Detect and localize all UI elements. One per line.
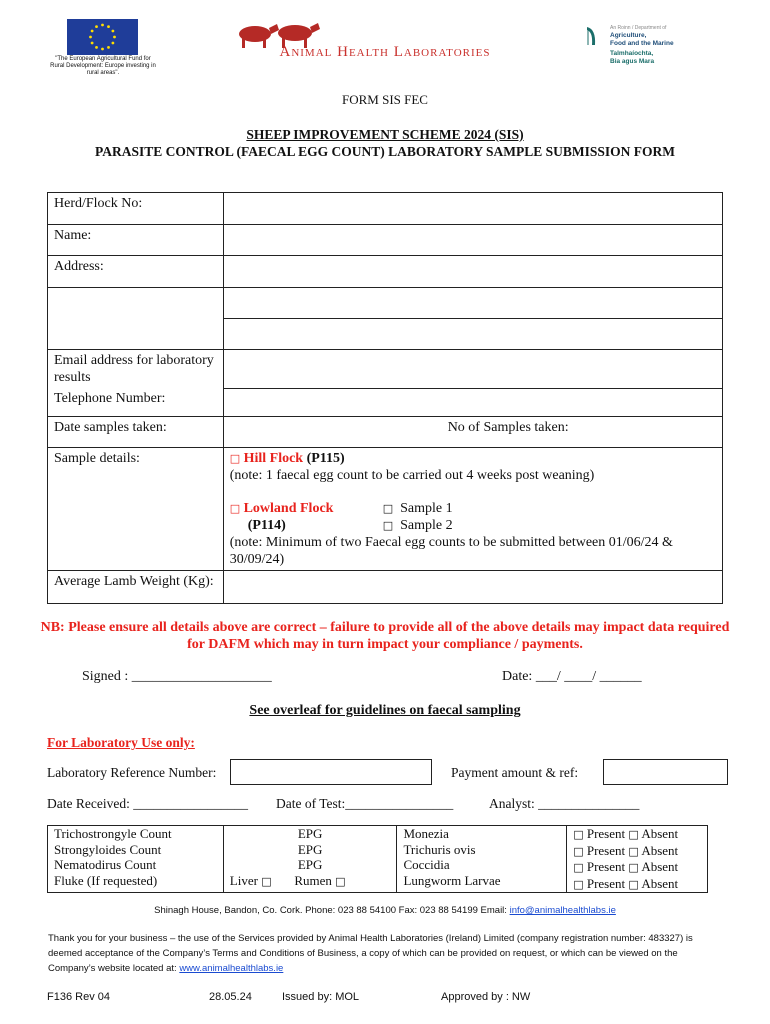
liver-label: Liver: [229, 872, 258, 888]
address-field-2[interactable]: [223, 288, 722, 319]
lab-results-table: [47, 825, 708, 893]
organism-item: Monezia: [403, 826, 449, 841]
present-checkbox-icon[interactable]: □: [573, 877, 584, 891]
sample2-label: Sample 2: [400, 517, 453, 533]
address-field-3[interactable]: [223, 319, 722, 350]
analyst-line[interactable]: Analyst: _______________: [489, 796, 640, 811]
herd-field[interactable]: [223, 193, 722, 225]
unit-item: EPG: [297, 841, 323, 857]
hill-checkbox-icon[interactable]: □: [229, 451, 241, 465]
presence-row[interactable]: [573, 876, 701, 893]
footer-address-text: Shinagh House, Bandon, Co. Cork. Phone: 023 88 54100 Fax: 023 88 54199 Email:: [154, 905, 510, 916]
unit-item: EPG: [297, 857, 323, 872]
dafm-line-2: Food and the Marine: [610, 40, 674, 47]
test-item: Nematodirus Count: [54, 857, 157, 872]
rumen-checkbox-icon[interactable]: □: [335, 874, 346, 888]
liver-checkbox-icon[interactable]: □: [261, 874, 272, 888]
lab-ref-label: Laboratory Reference Number:: [47, 765, 217, 780]
dafm-logo-text: An Roinn / Department of Agriculture, Food and the Marine Talmhaíochta, Bia agus Mara: [610, 24, 710, 66]
organisms-cell: [397, 826, 567, 893]
units-cell: [223, 826, 397, 893]
telephone-label: Telephone Number:: [48, 388, 224, 416]
date-test-line[interactable]: Date of Test:________________: [276, 796, 454, 811]
date-received-line[interactable]: Date Received: _________________: [47, 796, 248, 811]
eu-flag-logo: [67, 19, 138, 55]
tests-cell: [48, 826, 224, 893]
present-label: Present: [586, 826, 626, 841]
footer-website-link[interactable]: www.animalhealthlabs.ie: [179, 963, 284, 974]
lab-use-heading: For Laboratory Use only:: [47, 735, 195, 750]
form-code: FORM SIS FEC: [342, 92, 428, 107]
form-title: PARASITE CONTROL (FAECAL EGG COUNT) LABORATORY SAMPLE SUBMISSION FORM: [94, 144, 676, 159]
absent-checkbox-icon[interactable]: □: [628, 861, 639, 874]
sample-details-label: Sample details:: [48, 447, 224, 570]
sample2-checkbox-icon[interactable]: □: [382, 518, 394, 532]
footer-terms-text: Thank you for your business – the use of the Services provided by Animal Health Laboratories (Ireland) Limited (company registration number: 483327) is deemed acceptance of the Company’s Terms and Conditions of Business, a copy of which can be provided on request, or which can be viewed on the Company’s website located at:: [48, 933, 693, 974]
hill-flock-option[interactable]: [230, 450, 716, 467]
presence-row[interactable]: [573, 843, 701, 860]
footer-address: [0, 905, 770, 916]
submission-table: [47, 192, 723, 604]
nb-warning: NB: Please ensure all details above are correct – failure to provide all of the above details may impact data required for DAFM which may in turn impact your compliance / payments.: [40, 620, 730, 652]
test-item: Fluke (If requested): [54, 872, 158, 888]
unit-item: EPG: [297, 826, 323, 841]
presence-cell: [567, 826, 708, 893]
name-label: Name:: [48, 225, 224, 256]
scheme-title: SHEEP IMPROVEMENT SCHEME 2024 (SIS): [246, 127, 524, 142]
lowland-flock-name: Lowland Flock: [243, 500, 334, 516]
email-label: Email address for laboratory results: [48, 350, 224, 389]
approved-by: Approved by : NW: [441, 991, 531, 1003]
dafm-line-3: Talmhaíochta,: [610, 50, 654, 57]
sample1-checkbox-icon[interactable]: □: [382, 501, 394, 515]
absent-checkbox-icon[interactable]: □: [628, 877, 639, 891]
address-label: Address:: [48, 256, 224, 288]
no-samples-label: No of Samples taken:: [223, 416, 722, 447]
organism-item: Trichuris ovis: [403, 841, 476, 857]
sample1-label: Sample 1: [400, 500, 453, 516]
present-checkbox-icon[interactable]: □: [573, 844, 584, 858]
absent-checkbox-icon[interactable]: □: [628, 828, 639, 841]
present-label: Present: [586, 859, 626, 874]
date-taken-label: Date samples taken:: [48, 416, 224, 447]
telephone-field[interactable]: [223, 388, 722, 416]
issued-by: Issued by: MOL: [282, 991, 360, 1003]
sample-details-cell: [223, 447, 722, 570]
absent-label: Absent: [641, 859, 679, 874]
form-date: 28.05.24: [209, 991, 252, 1003]
lab-ref-field[interactable]: [230, 759, 432, 785]
payment-label: Payment amount & ref:: [451, 765, 579, 780]
name-field[interactable]: [223, 225, 722, 256]
hill-flock-code: (P115): [306, 450, 345, 466]
lab-name: Animal Health Laboratories: [279, 44, 491, 60]
lamb-weight-label: Average Lamb Weight (Kg):: [48, 570, 224, 603]
harp-icon: [585, 26, 597, 46]
overleaf-note: See overleaf for guidelines on faecal sampling: [249, 703, 521, 718]
footer-email-link[interactable]: info@animalhealthlabs.ie: [509, 905, 616, 916]
hill-flock-name: Hill Flock: [243, 450, 304, 466]
payment-field[interactable]: [603, 759, 728, 785]
eu-caption: "The European Agricultural Fund for Rural Development: Europe investing in rural areas".: [50, 56, 156, 76]
footer-terms: [48, 931, 720, 976]
organism-item: Lungworm Larvae: [403, 872, 501, 888]
test-item: Trichostrongyle Count: [54, 826, 172, 841]
address-field-1[interactable]: [223, 256, 722, 288]
test-item: Strongyloides Count: [54, 841, 162, 857]
dafm-line-1: Agriculture,: [610, 32, 647, 39]
presence-row[interactable]: [573, 826, 701, 843]
signed-line[interactable]: Signed : ____________________: [82, 669, 272, 684]
present-label: Present: [586, 875, 626, 891]
present-checkbox-icon[interactable]: □: [573, 828, 584, 841]
absent-label: Absent: [641, 842, 679, 858]
lamb-weight-field[interactable]: [223, 570, 722, 603]
herd-label: Herd/Flock No:: [48, 193, 224, 225]
sample2-option[interactable]: [383, 517, 453, 534]
absent-checkbox-icon[interactable]: □: [628, 844, 639, 858]
hill-note: (note: 1 faecal egg count to be carried out 4 weeks post weaning): [229, 467, 595, 483]
date-line[interactable]: Date: ___/ ____/ ______: [502, 669, 642, 684]
lowland-note: (note: Minimum of two Faecal egg counts to be submitted between 01/06/24 & 30/09/24): [229, 534, 673, 567]
sample1-option[interactable]: [383, 500, 453, 517]
present-checkbox-icon[interactable]: □: [573, 861, 584, 874]
lowland-checkbox-icon[interactable]: □: [229, 501, 241, 515]
lowland-flock-code: (P114): [247, 517, 286, 533]
absent-label: Absent: [641, 826, 679, 841]
present-label: Present: [586, 842, 626, 858]
organism-item: Coccidia: [403, 857, 450, 872]
form-revision: F136 Rev 04: [47, 991, 110, 1003]
absent-label: Absent: [641, 875, 679, 891]
address-extra-label: [48, 288, 224, 350]
email-field[interactable]: [223, 350, 722, 389]
presence-row[interactable]: [573, 859, 701, 876]
rumen-label: Rumen: [294, 872, 332, 888]
dafm-line-4: Bia agus Mara: [610, 58, 655, 65]
